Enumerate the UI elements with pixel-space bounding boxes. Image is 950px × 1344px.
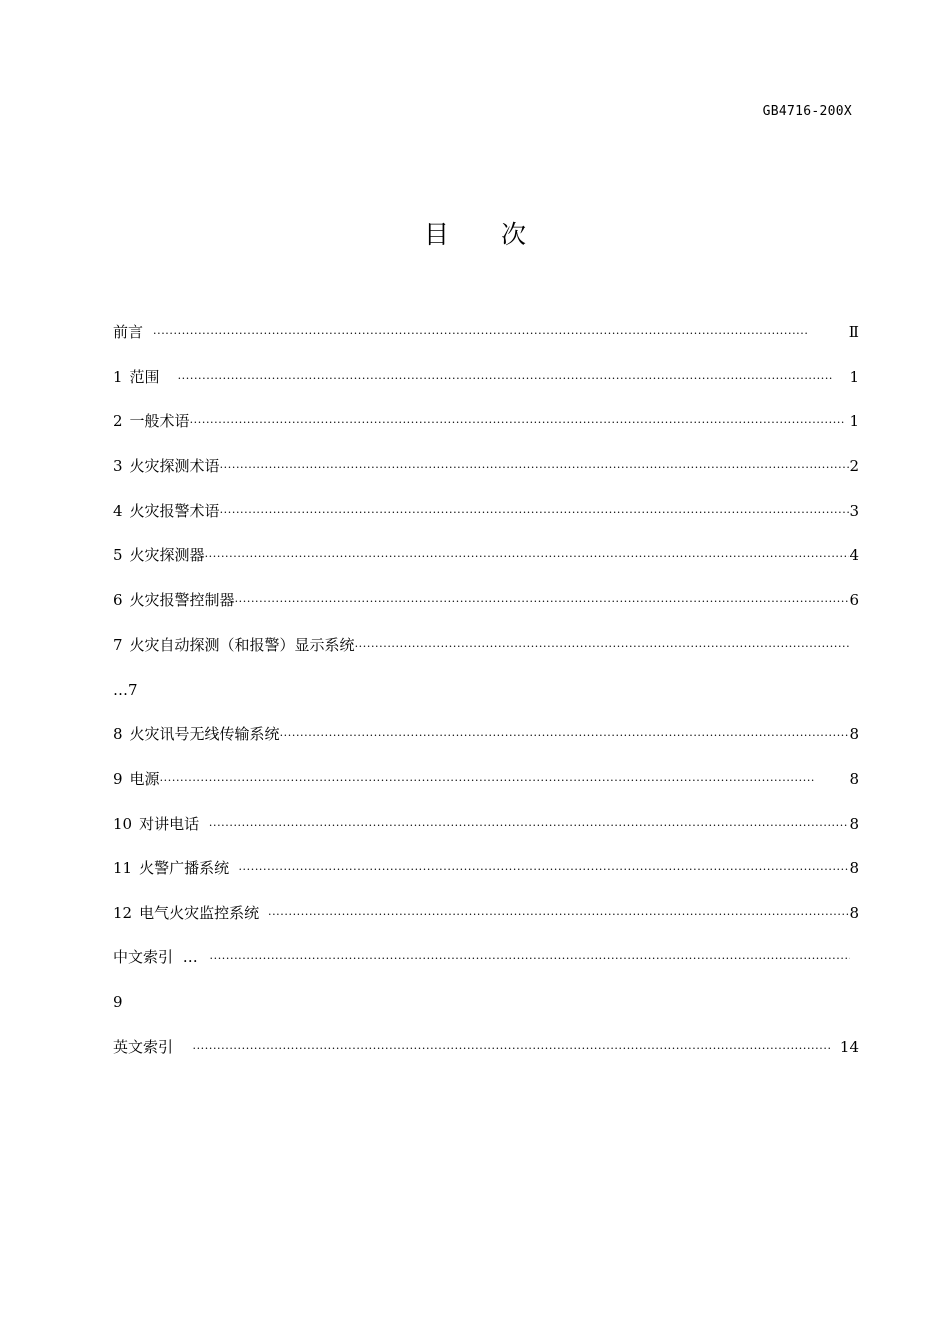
toc-number: 6 bbox=[113, 591, 123, 609]
dot-leader bbox=[280, 725, 850, 747]
toc-number: 8 bbox=[113, 725, 123, 743]
toc-entry-6[interactable] bbox=[113, 589, 859, 611]
toc-page: 8 bbox=[849, 770, 859, 788]
toc-entry-chinese-index[interactable] bbox=[113, 946, 850, 968]
toc-entry-9[interactable] bbox=[113, 768, 859, 790]
toc-label: 英文索引 bbox=[113, 1038, 174, 1056]
toc-page: 3 bbox=[849, 502, 859, 520]
toc-label: 火灾报警控制器 bbox=[129, 591, 235, 609]
toc-entry-11[interactable] bbox=[113, 857, 859, 879]
dot-leader bbox=[205, 546, 850, 568]
toc-number: 5 bbox=[113, 546, 123, 564]
toc-label: 火灾讯号无线传输系统 bbox=[129, 725, 280, 743]
toc-label: 火灾探测术语 bbox=[129, 457, 220, 475]
document-code: GB4716-200X bbox=[762, 104, 852, 119]
toc-entry-12[interactable] bbox=[113, 902, 859, 924]
toc-entry-3[interactable] bbox=[113, 455, 859, 477]
toc-number: 9 bbox=[113, 770, 123, 788]
toc-entry-english-index[interactable] bbox=[113, 1036, 859, 1058]
toc-number: 7 bbox=[113, 636, 123, 654]
toc-label: 范围 bbox=[129, 368, 160, 386]
title-char-1: 目 bbox=[423, 220, 449, 249]
toc-entry-preface[interactable] bbox=[113, 321, 859, 343]
toc-page: 4 bbox=[849, 546, 859, 564]
dot-leader bbox=[235, 591, 850, 613]
toc-number: 11 bbox=[113, 859, 133, 877]
toc-number: 2 bbox=[113, 412, 123, 430]
toc-page: Ⅱ bbox=[848, 323, 859, 341]
toc-label: 一般术语 bbox=[129, 412, 190, 430]
toc-page: 8 bbox=[849, 725, 859, 743]
dot-leader bbox=[268, 904, 849, 926]
toc-entry-10[interactable] bbox=[113, 813, 859, 835]
dot-leader bbox=[190, 412, 850, 434]
toc-label: 火警广播系统 bbox=[139, 859, 230, 877]
dot-leader bbox=[160, 770, 850, 792]
toc-entry-chinese-index-page: 9 bbox=[113, 993, 123, 1011]
toc-page: 8 bbox=[849, 859, 859, 877]
title-char-2: 次 bbox=[501, 220, 527, 249]
toc-entry-8[interactable] bbox=[113, 723, 859, 745]
toc-page: 1 bbox=[849, 368, 859, 386]
dot-leader bbox=[238, 859, 849, 881]
toc-page: 1 bbox=[849, 412, 859, 430]
dot-leader bbox=[178, 368, 850, 390]
toc-entry-4[interactable] bbox=[113, 500, 859, 522]
toc-page: 14 bbox=[839, 1038, 859, 1056]
toc-label: 火灾自动探测（和报警）显示系统 bbox=[129, 636, 355, 654]
toc-page: 2 bbox=[849, 457, 859, 475]
toc-page: 8 bbox=[849, 815, 859, 833]
toc-page: 8 bbox=[849, 904, 859, 922]
toc-label: 火灾探测器 bbox=[129, 546, 205, 564]
toc-label: 火灾报警术语 bbox=[129, 502, 220, 520]
toc-label: 中文索引 bbox=[113, 948, 174, 966]
toc-entry-7[interactable] bbox=[113, 634, 850, 656]
toc-label: 前言 bbox=[113, 323, 144, 341]
toc-number: 10 bbox=[113, 815, 133, 833]
toc-number: 3 bbox=[113, 457, 123, 475]
dot-leader bbox=[209, 815, 850, 837]
dot-leader bbox=[192, 1038, 830, 1060]
toc-page: 6 bbox=[849, 591, 859, 609]
toc-label: 电源 bbox=[129, 770, 160, 788]
dot-leader bbox=[220, 502, 850, 524]
toc-entry-2[interactable] bbox=[113, 410, 859, 432]
toc-entry-7-page: …7 bbox=[113, 681, 138, 699]
dot-leader bbox=[153, 323, 849, 345]
toc-number: 1 bbox=[113, 368, 123, 386]
toc-entry-1[interactable] bbox=[113, 366, 859, 388]
page-title bbox=[0, 215, 950, 251]
dot-leader bbox=[210, 948, 850, 970]
dot-leader bbox=[355, 636, 850, 658]
toc-label: 对讲电话 bbox=[139, 815, 200, 833]
toc-entry-5[interactable] bbox=[113, 544, 859, 566]
toc-extra-dots: … bbox=[182, 948, 198, 966]
toc-number: 12 bbox=[113, 904, 133, 922]
dot-leader bbox=[220, 457, 850, 479]
toc-label: 电气火灾监控系统 bbox=[139, 904, 260, 922]
toc-number: 4 bbox=[113, 502, 123, 520]
